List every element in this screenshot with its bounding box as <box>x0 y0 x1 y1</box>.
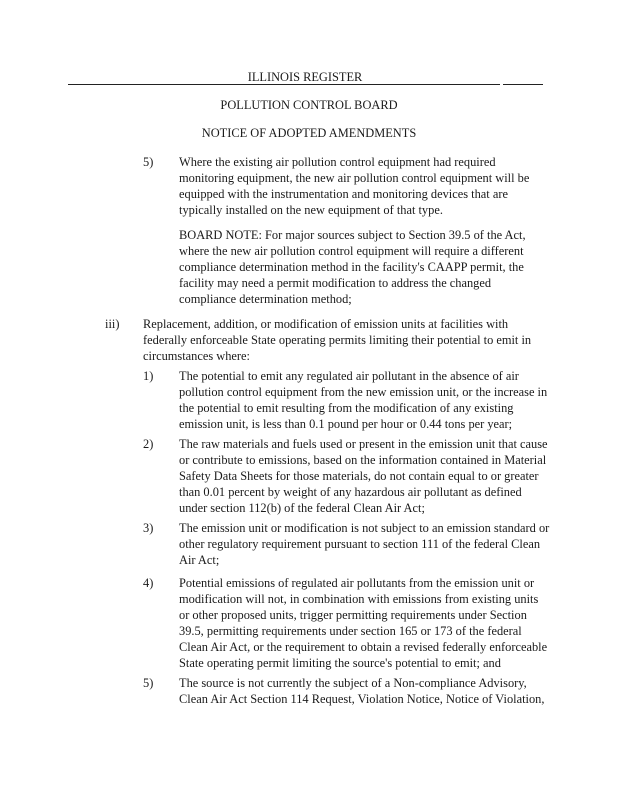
item-number: 1) <box>143 369 154 383</box>
text-line: monitoring equipment, the new air pollution control equipment will be <box>179 171 530 185</box>
text-line: State operating permit limiting the source's potential to emit; and <box>179 656 501 670</box>
text-line: other regulatory requirement pursuant to section 111 of the federal Clean <box>179 537 541 551</box>
text-line: or other proposed units, trigger permitting requirements under Section <box>179 608 527 622</box>
text-line: The raw materials and fuels used or present in the emission unit that cause <box>179 437 548 451</box>
text-line: The source is not currently the subject of a Non-compliance Advisory, <box>179 676 527 690</box>
text-line: The emission unit or modification is not subject to an emission standard or <box>179 521 550 535</box>
item-paragraph <box>143 316 531 364</box>
text-line: where the new air pollution control equipment will require a different <box>179 244 524 258</box>
text-line: Air Act; <box>179 553 220 567</box>
text-line: pollution control equipment from the new emission unit, or the increase in <box>179 385 548 399</box>
item-number: 5) <box>143 155 154 169</box>
board-note <box>179 227 526 307</box>
text-line: The potential to emit any regulated air pollutant in the absence of air <box>179 369 519 383</box>
notice-title: NOTICE OF ADOPTED AMENDMENTS <box>201 126 417 140</box>
text-line: Where the existing air pollution control equipment had required <box>179 155 496 169</box>
text-line: circumstances where: <box>143 349 250 363</box>
item-paragraph <box>179 154 529 218</box>
text-line: Replacement, addition, or modification of emission units at facilities with <box>143 317 509 331</box>
board-title: POLLUTION CONTROL BOARD <box>220 98 398 112</box>
text-line: under section 112(b) of the federal Clean Air Act; <box>179 501 425 515</box>
item-number: iii) <box>105 317 120 331</box>
text-line: or contribute to emissions, based on the information contained in Material <box>179 453 547 467</box>
text-line: emission unit, is less than 0.1 pound per hour or 0.44 tons per year; <box>179 417 513 431</box>
text-line: compliance determination method; <box>179 292 352 306</box>
item-paragraph <box>179 575 547 671</box>
text-line: facility may need a permit modification to address the changed <box>179 276 492 290</box>
text-line: federally enforceable State operating permits limiting their potential to emit in <box>143 333 532 347</box>
text-line: Safety Data Sheets for those materials, do not contain equal to or greater <box>179 469 539 483</box>
text-line: BOARD NOTE: For major sources subject to Section 39.5 of the Act, <box>179 228 526 242</box>
text-line: Clean Air Act, or the requirement to obtain a revised federally enforceable <box>179 640 548 654</box>
item-number: 2) <box>143 437 154 451</box>
text-line: modification will not, in combination with emissions from existing units <box>179 592 539 606</box>
text-line: Potential emissions of regulated air pollutants from the emission unit or <box>179 576 535 590</box>
text-line: Clean Air Act Section 114 Request, Violation Notice, Notice of Violation, <box>179 692 545 706</box>
item-paragraph <box>179 436 548 516</box>
text-line: equipped with the instrumentation and monitoring devices that are <box>179 187 508 201</box>
item-paragraph <box>179 675 544 707</box>
item-number: 5) <box>143 676 154 690</box>
text-line: typically installed on the new equipment of that type. <box>179 203 443 217</box>
text-line: compliance determination method in the facility's CAAPP permit, the <box>179 260 524 274</box>
text-line: the potential to emit resulting from the modification of any existing <box>179 401 514 415</box>
text-line: 39.5, permitting requirements under section 165 or 173 of the federal <box>179 624 522 638</box>
register-title: ILLINOIS REGISTER <box>247 70 363 84</box>
item-paragraph <box>179 368 547 432</box>
item-number: 3) <box>143 521 154 535</box>
item-number: 4) <box>143 576 154 590</box>
text-line: than 0.01 percent by weight of any hazardous air pollutant as defined <box>179 485 522 499</box>
item-paragraph <box>179 520 549 568</box>
